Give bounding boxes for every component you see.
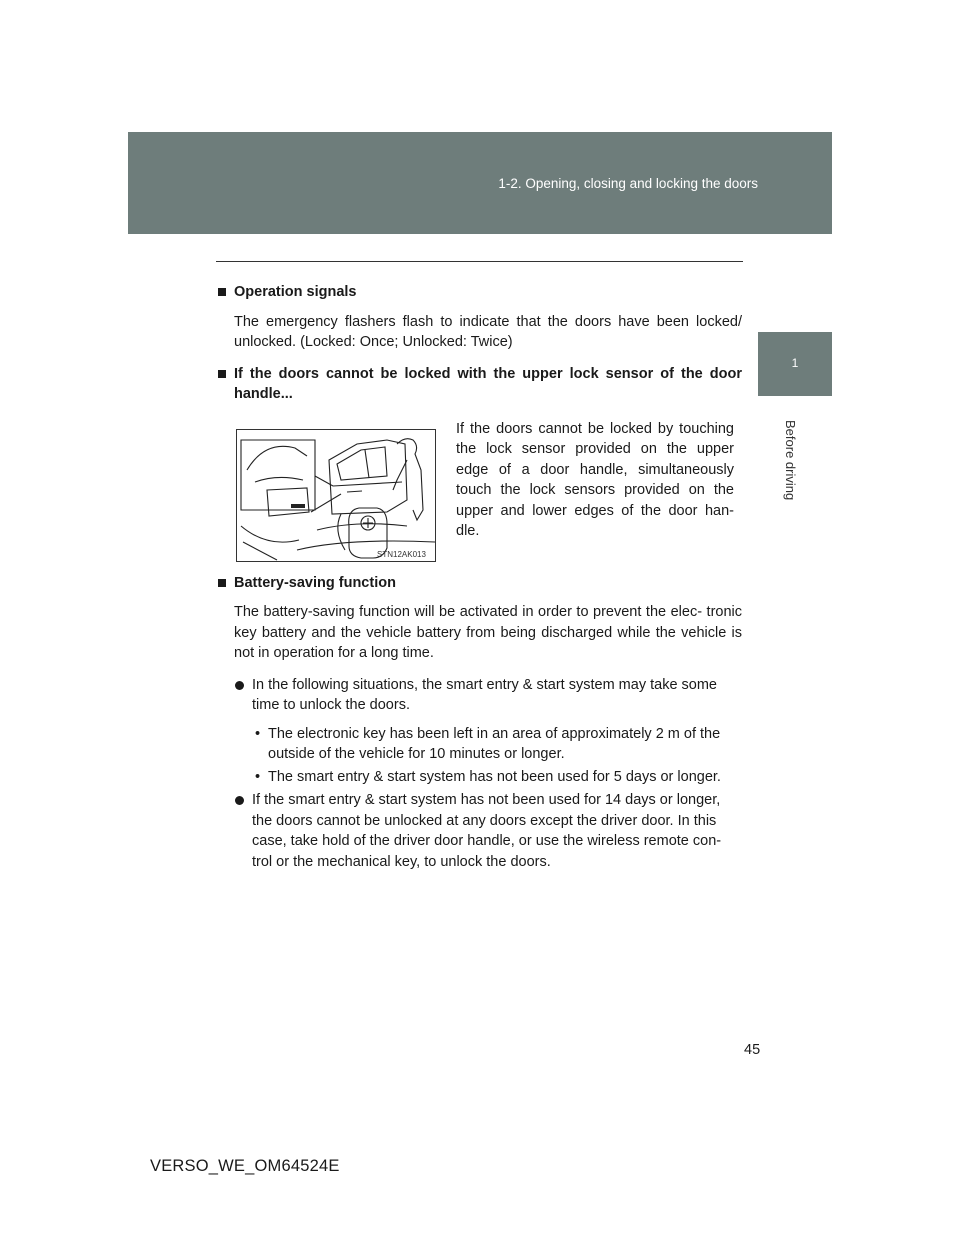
sub-bullet-icon: • <box>255 768 261 785</box>
document-code: VERSO_WE_OM64524E <box>150 1157 340 1175</box>
figure-caption: If the doors cannot be locked by touching the lock sensor provided on the upper edge of a door handle, simultaneously touch the lock sensors provided on the upper and lower edges of the door han- dle. <box>456 420 734 539</box>
heading-text: Operation signals <box>234 284 357 300</box>
list-item-text: In the following situations, the smart entry & start system may take some time to unlock the doors. <box>252 676 717 713</box>
sub-bullet-icon: • <box>255 725 261 742</box>
figure-code: STN12AK013 <box>377 549 426 559</box>
page-number: 45 <box>744 1042 761 1058</box>
heading-text: If the doors cannot be locked with the upper lock sensor of the door handle... <box>234 365 742 402</box>
section-heading-operation-signals <box>218 282 742 303</box>
list-item <box>218 790 742 872</box>
sub-list-item <box>218 724 742 765</box>
chapter-label: Before driving <box>783 420 798 501</box>
square-bullet-icon <box>218 370 226 378</box>
heading-text: Battery-saving function <box>234 574 396 591</box>
header-rule <box>216 261 743 262</box>
section-heading-lock-sensor <box>218 364 742 405</box>
section-heading-battery-saving <box>218 573 742 594</box>
chapter-number: 1 <box>791 356 799 370</box>
figure-row <box>218 419 742 569</box>
paragraph: The battery-saving function will be activated in order to prevent the elec- tronic key battery and the vehicle battery from being discharged while the vehicle is not in operation for a long time. <box>234 604 742 661</box>
round-bullet-icon <box>235 796 244 805</box>
paragraph: The emergency flashers flash to indicate that the doors have been locked/ unlocked. (Locked: Once; Unlocked: Twice) <box>234 313 742 350</box>
list-item <box>218 675 742 716</box>
chapter-tab <box>758 332 832 396</box>
sensor-mark <box>291 504 305 508</box>
sub-list-text: The electronic key has been left in an area of approximately 2 m of the outside of the vehicle for 10 minutes or longer. <box>268 725 721 762</box>
sub-list-item <box>218 767 742 788</box>
sub-list <box>218 724 742 788</box>
section-title: 1-2. Opening, closing and locking the doors <box>498 176 758 191</box>
door-handle-illustration <box>236 429 436 562</box>
car-door-icon <box>237 430 436 562</box>
list-item-text: If the smart entry & start system has not been used for 14 days or longer, the doors cannot be unlocked at any doors except the driver door. In this case, take hold of the driver door handle, or use the wireless remote con- trol or the mechanical key, to unlock the doors. <box>252 792 722 870</box>
square-bullet-icon <box>218 579 226 587</box>
square-bullet-icon <box>218 288 226 296</box>
page-content <box>218 282 742 872</box>
round-bullet-icon <box>235 681 244 690</box>
header-band <box>128 132 832 234</box>
sub-list-text: The smart entry & start system has not been used for 5 days or longer. <box>268 768 721 785</box>
